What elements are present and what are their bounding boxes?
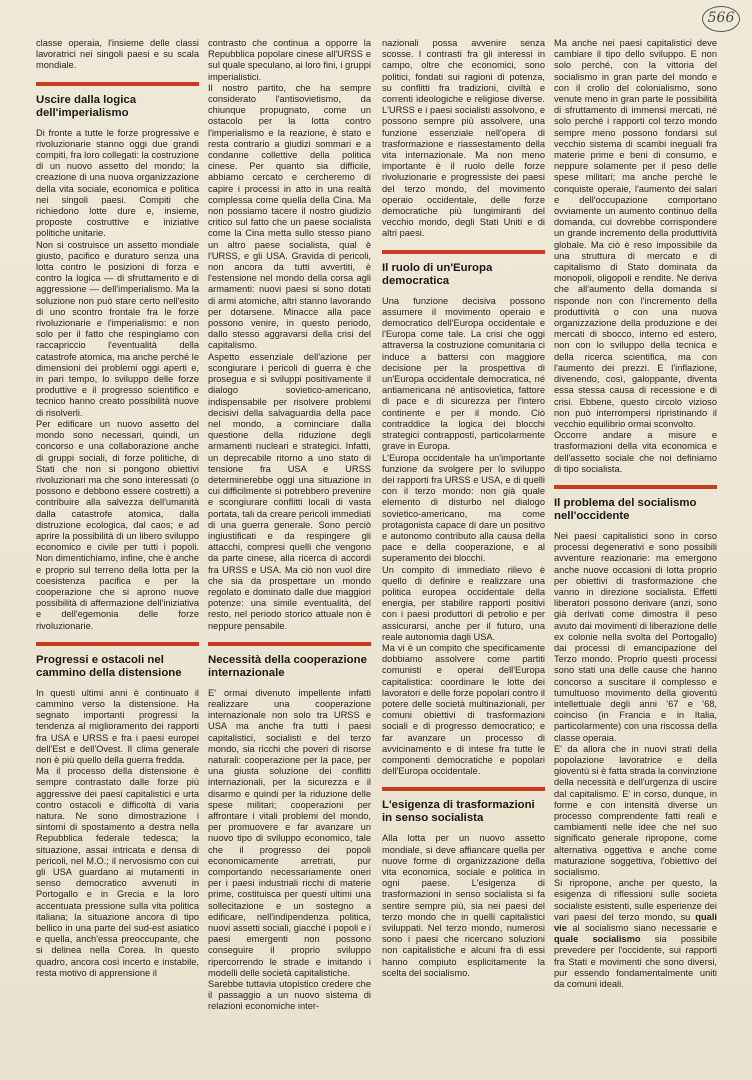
text-run: al socialismo siano necessarie e [566,923,717,934]
paragraph: Ma vi è un compito che specificamente dobbiamo assolvere come partiti comunisti e operai dell'Europa capitalistica: coordinare le lotte dei lavoratori e delle forze popolari contro il potere delle società multinazionali, per comuni obiettivi di trasformazioni sociali e di progresso democratico; e far avanzare un processo di avvicinamento e di intese fra tutte le componenti democratiche e popolari dell'Europa occidentale. [382,642,545,777]
paragraph: E' ormai divenuto impellente infatti realizzare una cooperazione internazionale non solo tra URSS e USA ma anche fra tutti i paesi capitalistici, socialisti e del terzo mondo, sia ricchi che poveri di risorse naturali: cooperazione per la pace, per una giusta soluzione dei conflitti internazionali, per la sicurezza e il disarmo e quindi per la riduzione delle spese militari; cooperazioni per affrontare i vitali problemi del mondo, per promuovere e far avanzare un nuovo tipo di sviluppo economico, tale che il progresso dei popoli economicamente arretrati, pur comportando necessariamente oneri per i paesi industriali ricchi di materie prime, costituisca per questi ultimi una sollecitazione e un sostegno a edificare, nell'indipendenza politica, nuovi assetti sociali, giacché i popoli e i paesi emergenti non possono conseguire il proprio sviluppo ripercorrendo le strade e imitando i modelli delle società capitalistiche. [208,687,371,978]
section-heading: Il problema del socialismo nell'occidente [554,496,697,522]
text-run: sia possibile prevedere per l'occidente, sui rapporti fra Stati e movimenti che sono diversi, pur essendo fondamentalmente uniti da comuni ideali. [554,934,717,990]
paragraph: E' da allora che in nuovi strati della popolazione lavoratrice e della gioventù si è fatta strada la convinzione della necessità e dell'urgenza di uscire dal capitalismo. E' in corso, dunque, in forme e con intensità diverse un processo comprendente fatti reali e cambiamenti nelle idee che nel suo significato generale ripropone, come alternativa oggettiva e anche come maturazione soggettiva, l'obiettivo del socialismo. [554,743,717,878]
section-heading: Necessità della cooperazione internazionale [208,653,367,679]
section-heading: L'esigenza di trasformazioni in senso socialista [382,799,535,825]
paragraph: Nei paesi capitalistici sono in corso processi degenerativi e sono possibili avventure reazionarie: ma emergono anche nuove occasioni di lotta proprio per obiettivi di trasformazione che vanno in direzione socialista. Effetti liberatori possono derivare (anzi, sono già derivati come dimostra il peso avuto dai movimenti di liberazione delle ex colonie nella svolta del Portogallo) dai processi di emancipazione del Terzo mondo. Proprio questi processi sono stati una delle cause che hanno concorso a suscitare il complesso e tumultuoso movimento della gioventù intellettuale degli anni '67 e '68, coinciso (in Francia e in Italia, particolarmente) con una riscossa della classe operaia. [554,530,717,743]
section-rule [382,787,545,791]
paragraph: Ma il processo della distensione è sempre contrastato dalle forze più aggressive dei paesi capitalistici e urta contro ostacoli e difficoltà di varia natura. Ne sono dimostrazione i sintomi di spostamento a destra nella Repubblica federale tedesca; la situazione, assai intricata e densa di pericoli, nel M.O.; il nervosismo con cui gli USA guardano ai mutamenti in senso democratico avvenuti in Portogallo e in Grecia e la loro accentuata pressione sulla vita politica italiana; la situazione ancora di tipo bellico in una parte del sud-est asiatico e quella, anch'essa preoccupante, che si delinea nella Corea. In questo quadro, ancora così incerto e instabile, resta motivo di apprensione il [36,766,199,978]
paragraph: Occorre andare a misure e trasformazioni della vita economica e dell'assetto sociale che noi definiamo di tipo socialista. [554,430,717,474]
paragraph: Non si costruisce un assetto mondiale giusto, pacifico e duraturo senza una lotta contro le posizioni di forza e contro la logica — di sfruttamento e di aggressione — dell'imperialismo. Ma la soluzione non può stare certo nell'esito di uno scontro frontale fra le forze rivoluzionarie e l'imperialismo: e non solo per il fatto che respingiamo con raccapriccio l'eventualità della catastrofe atomica, ma anche perché le dimensioni dei problemi oggi aperti e, in pari tempo, lo sviluppo delle forze produttive e il progresso scientifico e tecnico hanno creato possibilità nuove di risolverli. [36,239,199,418]
bold-phrase: quali vie [554,911,717,934]
paragraph: Per edificare un nuovo assetto del mondo sono necessari, quindi, un concorso e una collaborazione anche di gruppi sociali, di forze politiche, di Stati che non si pongono obiettivi rivoluzionari ma che sono interessati (o possono e debbono essere costretti) a contribuire alla salvezza dell'umanità dalla catastrofe atomica, dalla distruzione ecologica, dal caos; e ad aprire la possibilità di un libero sviluppo economico e civile per tutti i popoli. Non dimentichiamo, infine, che è anche e proprio sul terreno della lotta per la coesistenza pacifica e per la cooperazione che si aprono nuove possibilità di affermazione dell'iniziativa e dell'egemonia delle forze rivoluzionarie. [36,418,199,631]
text-run: Si ripropone, anche per questo, la esigenza di riflessioni sulle societa socialiste esistenti, sulle esperienze dei vari paesi del terzo mondo, su [554,878,717,922]
section-rule [382,250,545,254]
paragraph: classe operaia, l'insieme delle classi lavoratrici nei singoli paesi e su scala mondiale. [36,38,199,71]
section-heading: Progressi e ostacoli nel cammino della distensione [36,653,182,679]
paragraph: Ma anche nei paesi capitalistici deve cambiare il tipo dello sviluppo. E non solo perché, con la vittoria del socialismo in gran parte del mondo e con il crollo del colonialismo, sono venute meno in gran parte le possibilità di sfruttamento di immensi mercati, né solo perché i rapporti col terzo mondo sempre meno possono fondarsi sul vecchio sistema di scambi ineguali fra materie prime e beni di consumo, e neppure solamente per il peso delle spese militari; ma anche perché le conquiste operaie, l'aumento dei salari e dell'occupazione comportano ovviamente un aumento continuo della domanda, cui dovrebbe corrispondere un grande incremento della produttività globale. Ma ciò è reso impossibile da una struttura di mercato e di capitalismo di Stato dominata da monopoli, oligopoli e rendite. Ne deriva che all'aumento della domanda si risponde non con l'incremento della produttività o con una nuova organizzazione della produzione e dei mercati di sbocco, interno ed estero, non con lo sviluppo della tecnica e della ricerca scientifica, ma con l'aumento dei prezzi. E l'inflazione, divenendo, così, galoppante, diventa essa stessa causa di recessione e di crisi. Ebbene, questo circolo vizioso non può interrompersi ripristinando il vecchio equilibrio ormai sconvolto. [554,38,717,429]
paragraph: Di fronte a tutte le forze progressive e rivoluzionarie stanno oggi due grandi compiti, fra loro collegati: la costruzione di un nuovo assetto del mondo; la creazione di una nuova organizzazione della vita sociale, economica e politica nei singoli paesi. Compiti che richiedono lotte dure e, insieme, proposte costruttive e iniziative politiche unitarie. [36,127,199,239]
paragraph: Un compito di immediato rilievo è quello di definire e realizzare una politica europea occidentale della energia, per stabilire rapporti positivi con i paesi produttori di petrolio e per assicurarsi, anche per il futuro, una reale autonomia dagli USA. [382,564,545,642]
section-heading: Uscire dalla logica dell'imperialismo [36,93,137,119]
paragraph: Aspetto essenziale dell'azione per scongiurare i pericoli di guerra è che prosegua e si sviluppi positivamente il dialogo sovietico-americano, indispensabile per risolvere problemi decisivi della salvaguardia della pace nel mondo, a cominciare dalla questione della riduzione degli armamenti nucleari e strategici. Infatti, un deprecabile ritorno a uno stato di tensione fra USA e URSS determinerebbe oggi una situazione in cui difficilmente si potrebbero prevenire e scongiurare conflitti locali di vasta portata, tali da creare pericoli immediati di una guerra generale. Sono perciò ingiustificati e da respingere gli attacchi, compresi quelli che vengono da parte cinese, alla ricerca di accordi fra URSS e USA. Ma ciò non vuol dire che sia da prospettare un mondo regolato e dominato dalle due maggiori potenze: una simile eventualità, del resto, nel periodo storico attuale non è neppure pensabile. [208,351,371,631]
section-rule [208,642,371,646]
paragraph: In questi ultimi anni è continuato il cammino verso la distensione. Ha segnato importanti progressi la tendenza al miglioramento dei rapporti fra USA e URSS e fra i paesi europei dell'Est e dell'Ovest. Il clima generale non è più quello della guerra fredda. [36,687,199,765]
paragraph: nazionali possa avvenire senza scosse. I contrasti fra gli interessi in campo, oltre che economici, sono politici, fondati sui ragioni di potenza, su conflitti fra tradizioni, civiltà e correnti ideologiche e religiose diverse. L'URSS e i paesi socialisti assolvono, e possono sempre più assolvere, una funzione essenziale nell'opera di trasformazione e riassestamento della vita internazionale. Ma non meno importante è il ruolo delle forze rivoluzionarie e progressiste dei paesi del terzo mondo, del movimento operaio occidentale, delle forze democratiche più lungimiranti del vecchio mondo, degli Stati Uniti e di altri paesi. [382,38,545,239]
section-heading: Il ruolo di un'Europa democratica [382,261,493,287]
paragraph: L'Europa occidentale ha un'importante funzione da svolgere per lo sviluppo dei rapporti fra URSS e USA, e di quelli con il terzo mondo: non già quale elemento di disturbo nel dialogo sovietico-americano, ma come protagonista capace di dare un positivo e autonomo contributo alla causa della pace e della cooperazione, e al superamento dei blocchi. [382,452,545,564]
paragraph: Il nostro partito, che ha sempre considerato l'antisovietismo, da chiunque propugnato, come un ostacolo per la lotta contro l'imperialismo e la reazione, è stato e resta contrario a giudizi sommari e a condanne collettive della politica cinese. Per quanto sia difficile, abbiamo cercato e cercheremo di capire i processi in atto in una realtà complessa come quella della Cina. Ma non possiamo tacere il nostro giudizio critico sul fatto che un paese socialista come la Cina metta sullo stesso piano un altro paese socialista, qual è l'URSS, e gli USA. Gravida di pericoli, non ancora da tutti avvertiti, è l'estensione nel mondo della corsa agli armamenti: nuovi paesi si sono dotati di armi atomiche, altri stanno lavorando per dotarsene. Minacce alla pace possono venire, in questo periodo, dallo stesso aggravarsi della crisi del capitalismo. [208,82,371,351]
column-2 [208,38,371,1068]
column-3 [382,38,545,1068]
column-4 [554,38,717,1068]
section-rule [36,642,199,646]
paragraph [554,878,717,990]
paragraph: Una funzione decisiva possono assumere il movimento operaio e democratico dell'Europa occidentale e l'Europa come tale. La crisi che oggi attraversa la costruzione comunitaria ci induce a battersi con maggiore decisione per la prospettiva di un'Europa occidentale democratica, né antiamericana né antisovietica, fattore di pace e di sicurezza per l'intero continente e per il mondo. Ciò contraddice la logica dei blocchi strategici contrapposti, particolarmente grave in Europa. [382,295,545,452]
paragraph: contrasto che continua a opporre la Repubblica popolare cinese all'URSS e sul quale speculano, ai loro fini, i gruppi imperialistici. [208,38,371,82]
bold-phrase: quale socialismo [554,934,641,945]
page-number-stamp: 566 [702,6,740,32]
section-rule [36,82,199,86]
column-1 [36,38,199,1068]
paragraph: Sarebbe tuttavia utopistico credere che il passaggio a un nuovo sistema di relazioni economiche inter- [208,979,371,1012]
paragraph: Alla lotta per un nuovo assetto mondiale, si deve affiancare quella per nuove forme di organizzazione della vita economica, sociale e politica in ogni paese. L'esigenza di trasformazioni in senso socialista si fa sentire sempre più, sia nei paesi del terzo mondo che in quelli capitalistici sviluppati. Nel terzo mondo, numerosi sono i paesi che ricercano soluzioni non capitalistiche e alcuni fra di essi hanno compiuto esplicitamente la scelta del socialismo. [382,833,545,978]
section-rule [554,485,717,489]
